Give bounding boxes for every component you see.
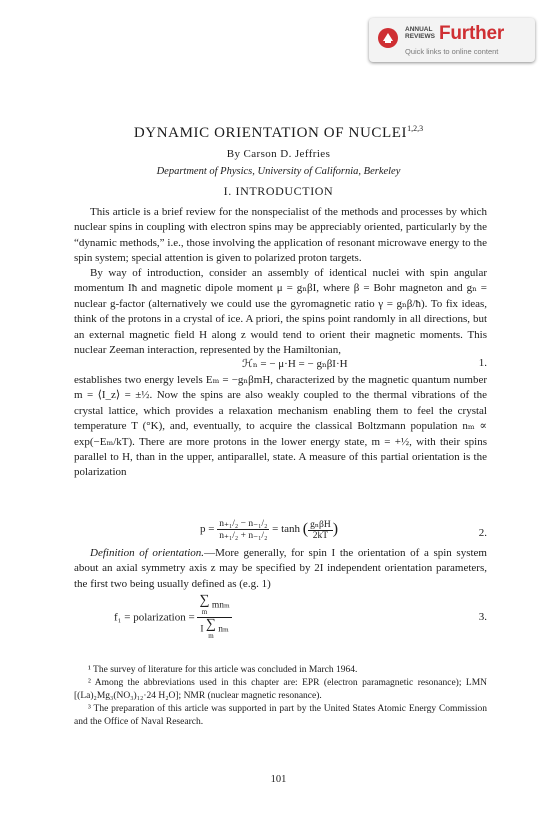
footnote-2: ² Among the abbreviations used in this chapter are: EPR (electron paramagnetic resonance); LMN [(La)₂Mg₃(NO₃)₁₂·24 H₂O]; NMR (nuclear magnetic resonance). — [74, 678, 487, 701]
paragraph-3: establishes two energy levels Eₘ = −gₙβmH, characterized by the magnetic quantum number m = ⟨I_z⟩ = ±½. Now the spins are also weakly coupled to the thermal vibrations of the crystal lattice, which provides a relaxation mechanism enabling them to feel the crystal temperature T (°K), and, eventually, to acquire the classical Boltzmann population nₘ ∝ exp(−Eₘ/kT). There are more protons in the lower energy state, m = +½, with their spins parallel to H, than in the upper, antiparallel, state. A measure of this partial orientation is the polarization — [74, 374, 487, 479]
author-line: By Carson D. Jeffries — [226, 148, 331, 160]
page-number: 101 — [270, 774, 287, 785]
equation-1 — [74, 357, 487, 373]
equation-3-lhs: f₁ = polarization = — [114, 611, 195, 624]
equation-2-lhs: p = — [200, 523, 215, 536]
paragraph-4: Definition of orientation.—More generally, for spin I the orientation of a spin system about an axial symmetry axis z may be specified by 2I independent orientation parameters, the first two being usually defined as (e.g. 1) — [74, 547, 487, 590]
paragraph-1: This article is a brief review for the nonspecialist of the methods and processes by which nuclear spins in coupling with electron spins may be appreciably oriented, particularly by the “dynamic methods,” i.e., those involving the application of resonant microwave energy to the spin system; special attention is given to polarized proton targets. — [74, 206, 487, 265]
equation-2-tanh-argument: $\frac{\text{gₙβH}}{2kT}$ — [310, 519, 331, 541]
footnote-1: ¹ The survey of literature for this article was concluded in March 1964. — [88, 665, 358, 675]
equation-1-formula: ℋₙ = − μ·H = − gₙβI·H — [242, 358, 348, 370]
footnote-3: ³ The preparation of this article was supported in part by the United States Atomic Energy Commission and the Office of Naval Research. — [74, 704, 487, 727]
equation-3-fraction: ∑ m mnₘ I ∑ m nₘ — [199, 593, 230, 640]
annual-reviews-logo-icon — [377, 27, 399, 49]
equation-3-number: 3. — [478, 611, 487, 623]
badge-brand: Further — [439, 23, 505, 44]
footnotes — [74, 664, 487, 729]
badge-tagline: Quick links to online content — [405, 47, 499, 56]
further-links-badge[interactable] — [369, 18, 535, 62]
run-in-heading: Definition of orientation. — [90, 547, 205, 559]
equation-2-number: 2. — [478, 527, 487, 539]
equation-1-number: 1. — [478, 357, 487, 369]
affiliation: Department of Physics, University of California, Berkeley — [156, 166, 401, 177]
equation-3 — [74, 594, 487, 638]
equation-2-tanh: = tanh — [272, 523, 301, 536]
section-heading: I. INTRODUCTION — [223, 184, 334, 198]
title-footnote-marks: 1,2,3 — [407, 124, 424, 133]
paragraph-2: By way of introduction, consider an assembly of identical nuclei with spin angular momentum Iħ and magnetic dipole moment μ = gₙβI, where β = Bohr magneton and gₙ = nuclear g-factor (alternatively we could use the gyromagnetic ratio γ = gₙβ/ħ). To fix ideas, think of the protons in a crystal of ice. A priori, the spins point randomly in all directions, but an external magnetic field H along z would tend to orient their magnetic moments. This nuclear Zeeman interaction, represented by the Hamiltonian, — [74, 267, 487, 357]
equation-2: p = $\frac{\text{n₊₁/₂ − n₋₁/₂}}{\text{n₊₁/₂ + n₋₁/₂}}$ = tanh ( $\frac{\text{gₙβH}}{2kT}$ ) 2. — [200, 519, 487, 541]
equation-2-fraction: $\frac{\text{n₊₁/₂ − n₋₁/₂}}{\text{n₊₁/₂ + n₋₁/₂}}$ — [219, 519, 268, 541]
article-title: DYNAMIC ORIENTATION OF NUCLEI$^{1,2,3}$ — [133, 124, 424, 141]
badge-publisher: ANNUAL REVIEWS — [405, 26, 435, 40]
